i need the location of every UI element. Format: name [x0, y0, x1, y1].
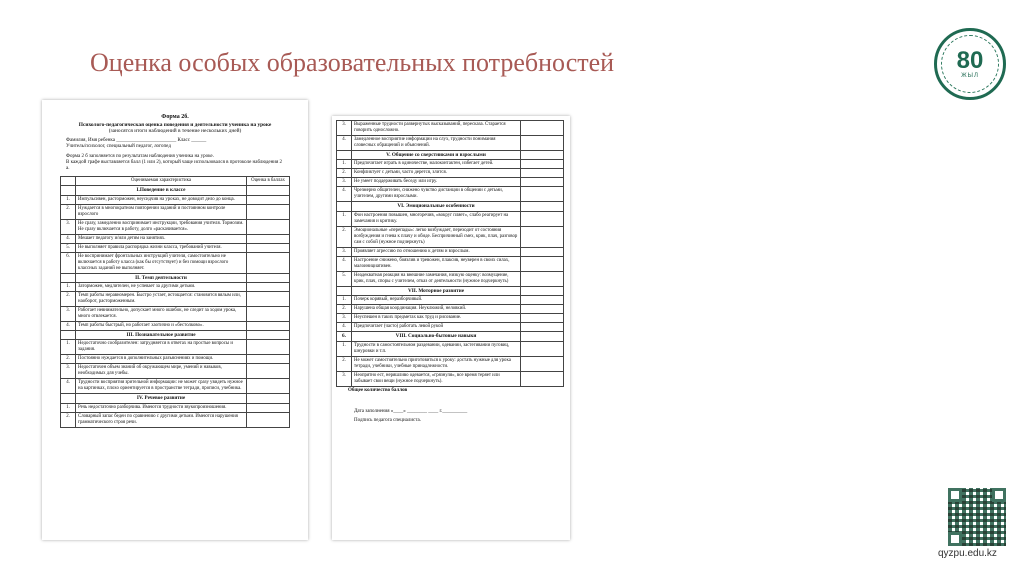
score-cell	[521, 169, 564, 178]
table-row: 2. Не может самостоятельно приготовиться к уроку: достать нужные для урока тетради, учебники, учебные принадлежности.	[337, 356, 564, 371]
form-label: Форма 2б.	[161, 114, 189, 120]
table-row: 2. Словарный запас беден по сравнению с другими детьми. Имеются нарушения грамматического строя речи.	[61, 412, 290, 427]
meta-teacher: Учитель/психолог, специальный педагог, логопед	[66, 144, 171, 150]
score-cell	[247, 204, 290, 219]
score-cell	[521, 135, 564, 150]
table-row: 4. Темп работы быстрый, но работает хаотично и «бестолково».	[61, 322, 290, 331]
table-row: 5. Неадекватная реакция на внешние замечания, низкую оценку: возмущение, крик, плач, споры с учителем, отказ от деятельности (нужное подчеркнуть)	[337, 271, 564, 286]
table-row: 2. Постоянно нуждается в дополнительных разъяснениях и помощи.	[61, 355, 290, 364]
doc-title: Психолого-педагогическая оценка поведения и деятельности ученика на уроке	[78, 121, 272, 128]
score-cell	[247, 243, 290, 252]
score-cell	[247, 292, 290, 307]
table-row: 1. Заторможен, медлителен, не успевает за другими детьми.	[61, 283, 290, 292]
section-header: I.Поведение в классе	[61, 186, 290, 196]
document-page-left	[42, 100, 308, 540]
fill-date: Дата заполнения «____» ________ ____ г.__________	[354, 408, 468, 414]
anniversary-logo	[934, 28, 1006, 100]
score-cell	[521, 187, 564, 202]
qr-code[interactable]	[948, 488, 1006, 546]
table-row: 1. Фон настроения повышен, многоречив, «вокруг пляет», слабо реагирует на замечания и критику.	[337, 211, 564, 226]
table-row: 3. Проявляет агрессию по отношению к детям и взрослым.	[337, 247, 564, 256]
table-row: 1. Предпочитает играть в одиночестве, малоконтактен, избегает детей.	[337, 160, 564, 169]
score-cell	[521, 211, 564, 226]
assessment-table-left	[60, 176, 290, 428]
assessment-table-right	[336, 120, 564, 387]
document-page-right	[332, 116, 570, 540]
table-row: 4. Предпочитает (часто) работать левой рукой	[337, 323, 564, 332]
score-cell	[521, 247, 564, 256]
qr-corner	[948, 488, 962, 502]
score-cell	[521, 341, 564, 356]
score-cell	[521, 323, 564, 332]
score-cell	[247, 355, 290, 364]
table-row: 5. Не выполняет правила распорядка жизни класса, требований учителя.	[61, 243, 290, 252]
section-header: VI. Эмоциональные особенности	[337, 202, 564, 212]
section-header: III. Познавательное развитие	[61, 330, 290, 340]
meta-instruction-2: В каждой графе выставляется балл (1 или 2), который чаще использовался в протоколе наблюдения 2 а.	[66, 159, 282, 171]
table-row: 1. Импульсивен, расторможен, неусидчив на уроках, не доводит дело до конца.	[61, 195, 290, 204]
score-cell	[521, 371, 564, 386]
score-cell	[247, 252, 290, 273]
table-row: 4. Замедленное восприятие информации на слух, трудности понимания словесных обращений и объяснений.	[337, 135, 564, 150]
table-row: 1. Трудности в самостоятельном раздевании, одевании, застегивании пуговиц, шнуровки и т.п.	[337, 341, 564, 356]
score-cell	[521, 296, 564, 305]
table-row: 4. Мешает педагогу и/или детям на занятиях.	[61, 234, 290, 243]
table-row: 3. Не сразу, замедленно воспринимает инструкции, требования учителя. Тормозим. Не сразу включается в работу, долго «раскачивается».	[61, 219, 290, 234]
table-header: Оцениваемая характеристика Оценка в баллах	[61, 177, 290, 186]
score-cell	[521, 178, 564, 187]
table-row: 1. Недостаточно сообразителен: затрудняется в ответах на простые вопросы и задания.	[61, 340, 290, 355]
score-cell	[521, 256, 564, 271]
score-cell	[247, 219, 290, 234]
score-cell	[247, 195, 290, 204]
table-row: 2. Нуждается в многократном повторении заданий и постоянном контроле взрослого	[61, 204, 290, 219]
section-header: 6. VIII. Социально-бытовые навыки	[337, 332, 564, 342]
table-row: 3. Неопрятно ест, неряшливо одевается, «грязнуля», все время теряет или забывает свои вещи (нужное подчеркнуть).	[337, 371, 564, 386]
section-header: V. Общение со сверстниками и взрослыми	[337, 150, 564, 160]
score-cell	[521, 356, 564, 371]
score-cell	[521, 226, 564, 247]
score-cell	[247, 379, 290, 394]
total-score-label: Общее количество баллов	[348, 387, 408, 393]
table-row: 2. Эмоциональные «перепады»: легко возбуждает, переходит от состояния возбуждения и гнева к плачу и обиде. Беспричинный смех, крик, плач, разговор сам с собой (нужное подчеркнуть)	[337, 226, 564, 247]
website-url[interactable]: qyzpu.edu.kz	[938, 548, 997, 559]
table-row: 3. Недостаточен объем знаний об окружающем мире, умений и навыков, необходимых для учебы.	[61, 364, 290, 379]
logo-ring	[941, 35, 999, 93]
slide-title: Оценка особых образовательных потребностей	[90, 48, 615, 77]
table-row: 2. Нарушена общая координация. Неуклюжий, неловкий.	[337, 305, 564, 314]
score-cell	[247, 340, 290, 355]
meta-child-name: Фамилия, Имя ребенка ________________________ Класс ______	[66, 138, 207, 143]
score-cell	[521, 160, 564, 169]
score-cell	[521, 271, 564, 286]
score-cell	[521, 305, 564, 314]
logo-number: 80	[956, 47, 984, 74]
meta-instruction-1: Форма 2 б заполняется по результатам наблюдения ученика на уроке.	[66, 153, 214, 159]
table-row: 6. Не воспринимает фронтальных инструкций учителя, самостоятельно не включается в работу класса (как бы отсутствует) и без помощи взрослого классных заданий не выполняет.	[61, 252, 290, 273]
table-row: 4. Чрезмерно общителен, снижено чувство дистанции в общении с детьми, учителем, другими взрослыми.	[337, 187, 564, 202]
table-row: 2. Темп работы неравномерен. Быстро устает, истощается: становится вялым или, наоборот, расторможенным.	[61, 292, 290, 307]
section-header: VII. Моторное развитие	[337, 286, 564, 296]
score-cell	[247, 403, 290, 412]
table-row: 3. Выраженные трудности развернутых высказываний, пересказа. Старается говорить односложно.	[337, 121, 564, 136]
table-row: 3. Неуспешен в таких предметах как труд и рисование.	[337, 314, 564, 323]
table-row: 3. Не умеет поддерживать беседу или игру.	[337, 178, 564, 187]
section-header: II. Темп деятельности	[61, 273, 290, 283]
table-row: 2. Конфликтует с детьми, часто дерется, злится.	[337, 169, 564, 178]
table-row: 4. Трудности восприятия зрительной информации: не может сразу увидеть нужное на картинках, плохо ориентируется в пространстве тетради, прописи, учебника.	[61, 379, 290, 394]
qr-corner	[948, 532, 962, 546]
score-cell	[247, 283, 290, 292]
score-cell	[247, 234, 290, 243]
logo-subtitle: ЖЫЛ	[961, 73, 979, 79]
doc-subtitle: (заносятся итоги наблюдений в течение нескольких дней)	[108, 128, 242, 135]
score-cell	[247, 322, 290, 331]
table-row: 3. Работает невнимательно, допускает много ошибок, не следит за ходом урока, много отвлекается.	[61, 307, 290, 322]
signature-line: Подпись педагога специалиста.	[354, 418, 421, 424]
score-cell	[247, 412, 290, 427]
table-row: 1. Почерк корявый, неразборчивый.	[337, 296, 564, 305]
qr-corner	[992, 488, 1006, 502]
score-cell	[247, 307, 290, 322]
score-cell	[521, 121, 564, 136]
score-cell	[521, 314, 564, 323]
table-row: 1. Речь недостаточно разборчива. Имеются трудности звукопроизношения.	[61, 403, 290, 412]
table-row: 4. Настроение снижено, боязлив и тревожен, плаксив, неуверен в своих силах, малоинициативен.	[337, 256, 564, 271]
section-header: IV. Речевое развитие	[61, 394, 290, 404]
score-cell	[247, 364, 290, 379]
